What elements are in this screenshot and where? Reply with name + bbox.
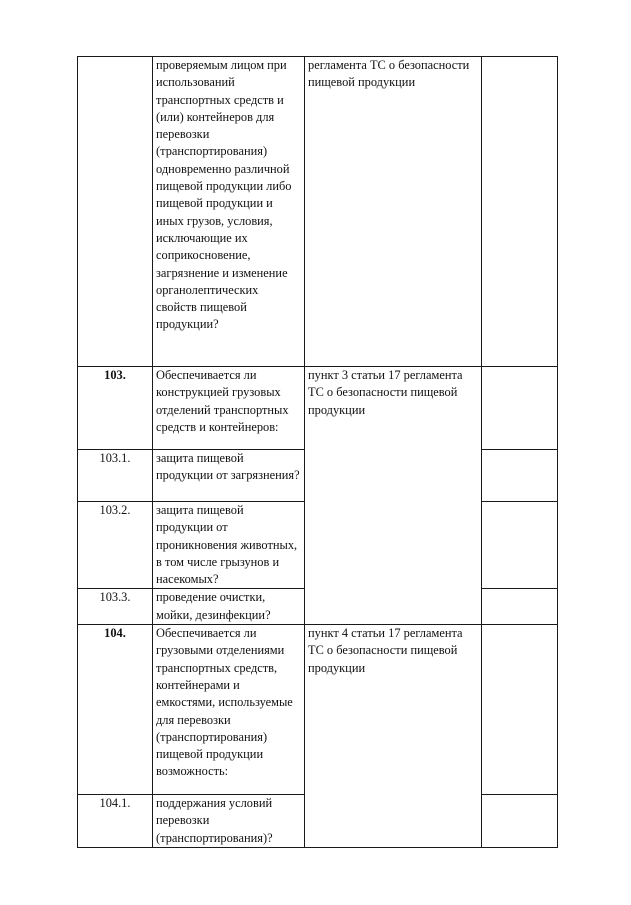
table-row: [78, 625, 558, 795]
answer-cell: [482, 57, 558, 367]
answer-cell: [482, 367, 558, 450]
answer-cell: [482, 502, 558, 589]
checklist-table: [77, 56, 558, 848]
question-text: Обеспечивается ли конструкцией грузовых отделений транспортных средств и контейнеров:: [153, 367, 305, 450]
item-number: 103.3.: [78, 589, 153, 625]
table-row: [78, 367, 558, 450]
item-number: 103.: [78, 367, 153, 450]
question-text: защита пищевой продукции от проникновения животных, в том числе грызунов и насекомых?: [153, 502, 305, 589]
question-text: Обеспечивается ли грузовыми отделениями транспортных средств, контейнерами и емкостями, используемые для перевозки (транспортирования) пищевой продукции возможность:: [153, 625, 305, 795]
answer-cell: [482, 450, 558, 502]
reference-text: регламента ТС о безопасности пищевой продукции: [305, 57, 482, 367]
answer-cell: [482, 625, 558, 795]
item-number: 104.1.: [78, 795, 153, 848]
item-number: 103.2.: [78, 502, 153, 589]
item-number: [78, 57, 153, 367]
question-text: проверяемым лицом при использований транспортных средств и (или) контейнеров для перевозки (транспортирования) одновременно различной пищевой продукции либо пищевой продукции и иных грузов, условия, исключающие их соприкосновение, загрязнение и изменение органолептических свойств пищевой продукции?: [153, 57, 305, 367]
reference-text: пункт 4 статьи 17 регламента ТС о безопасности пищевой продукции: [305, 625, 482, 848]
table-row: [78, 57, 558, 367]
reference-text: пункт 3 статьи 17 регламента ТС о безопасности пищевой продукции: [305, 367, 482, 625]
question-text: проведение очистки, мойки, дезинфекции?: [153, 589, 305, 625]
answer-cell: [482, 795, 558, 848]
question-text: защита пищевой продукции от загрязнения?: [153, 450, 305, 502]
question-text: поддержания условий перевозки (транспортирования)?: [153, 795, 305, 848]
item-number: 104.: [78, 625, 153, 795]
item-number: 103.1.: [78, 450, 153, 502]
answer-cell: [482, 589, 558, 625]
